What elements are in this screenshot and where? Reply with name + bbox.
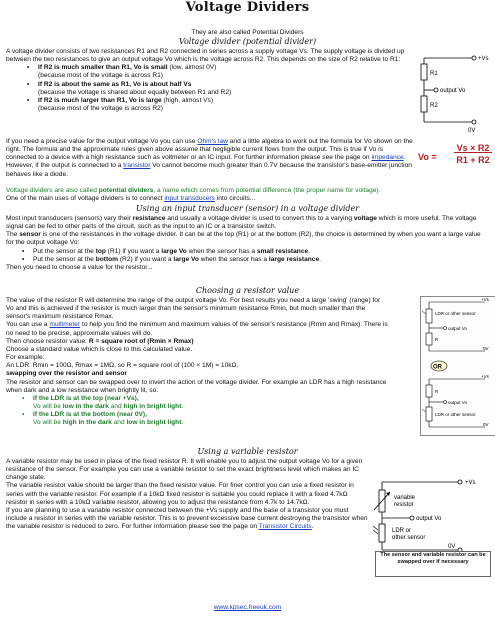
variable-label-line1: variable xyxy=(394,495,416,501)
sensor-circuit-diagram xyxy=(420,296,495,436)
transistor-link[interactable]: transistor xyxy=(123,162,151,170)
vo-formula: Vo = Vs × R2 R1 + R2 xyxy=(418,143,494,173)
variable-label-line2: resistor xyxy=(394,502,414,508)
label-r2: R2 xyxy=(430,103,438,109)
label-vs: +Vs xyxy=(478,56,489,62)
svg-text:output Vo: output Vo xyxy=(448,400,468,405)
rule-small: • If R2 is much smaller than R1, Vo is small (low, almost 0V) (because most of the voltage is across R1) xyxy=(38,64,410,80)
variable-resistor-circuit xyxy=(372,474,492,578)
ohms-law-link[interactable]: Ohm's law xyxy=(197,138,228,145)
svg-text:+Vs: +Vs xyxy=(481,374,489,379)
variable-value-paragraph: The variable resistor value should be larger than the fixed resistor value. For finer control you can use a fixed resistor in series with the variable resistor. For example if a 10kΩ fixed resistor is suitable you could replace it with a fixed 4.7kΩ resistor in series with a 10kΩ variable resistor, allowing you to adjust the resistance from 4.7k to 14.7kΩ. xyxy=(6,482,354,506)
swap-paragraph: The resistor and sensor can be swapped over to invert the action of the voltage divider. For example an LDR has a high resistance when dark and a low resistance when brightly lit, so: xyxy=(6,378,387,394)
svg-text:LDR or other sensor: LDR or other sensor xyxy=(435,311,476,316)
section-heading-divider: Voltage divider (potential divider) xyxy=(178,37,317,46)
precise-paragraph: If you need a precise value for the output voltage Vo you can use Ohm's law and a little algebra to work out the formula for Vo shown on the right. The formula and the approximate rules given above assume that negligible current flows from the output. This is true if Vo is connected to a device with a high resistance such as voltmeter or an IC input. For further information please see the page on impedance. However, if the output is connected to a transistor Vo cannot become much greater than 0.7V because the transistor's base-emitter junction behaves like a diode. xyxy=(6,138,413,178)
transistor-warning-paragraph: If you are planning to use a variable resistor connected between the +Vs supply and the base of a transistor you must include a resistor in series with the variable resistor. This is to prevent excessive base current destroying the transistor when the variable resistor is reduced to zero. For further information please see the page on Transistor Circuits. xyxy=(6,506,368,531)
resistor-range-paragraph: The value of the resistor R will determine the range of the output voltage Vo. For best results you need a large 'swing' (range) for Vo and this is achieved if the resistor is much larger than the sensor's minimum resistance Rmin, but much smaller than the sensor's maximum resistance Rmax. xyxy=(6,297,381,321)
footer-website-link[interactable]: www.kpsec.freeuk.com xyxy=(213,604,282,611)
resistor-prompt: Then you need to choose a value for the resistor... xyxy=(6,263,153,271)
page-subtitle: They are also called Potential Dividers xyxy=(191,29,304,36)
example-label: For example: xyxy=(6,354,45,362)
svg-text:0V: 0V xyxy=(448,544,456,550)
svg-text:0V: 0V xyxy=(483,346,489,351)
svg-text:R: R xyxy=(435,389,439,394)
variable-resistor-paragraph: A variable resistor may be used in place of the fixed resistor R. It will enable you to adjust the output voltage Vo for a given resistance of the sensor. For example you can use a variable resistor to set the exact brightness level which makes an IC change state. xyxy=(6,458,363,482)
svg-text:output Vo: output Vo xyxy=(416,516,442,522)
section-heading-resistor: Choosing a resistor value xyxy=(195,286,300,295)
intro-paragraph: A voltage divider consists of two resistances R1 and R2 connected in series across a supply voltage Vs. The supply voltage is divided up between the two resistances to give an output voltage Vo which is the voltage across R2. This depends on the size of R2 relative to R1: xyxy=(6,48,405,64)
choose-value-rule: Then choose resistor value: R = square root of (Rmin × Rmax) xyxy=(6,337,194,345)
standard-value-note: Choose a standard value which is close to this calculated value. xyxy=(6,345,193,353)
svg-text:output Vo: output Vo xyxy=(448,326,468,331)
rule-same: • If R2 is about the same as R1, Vo is about half Vs (because the voltage is shared about equally between R1 and R2) xyxy=(38,81,410,97)
rule-large: • If R2 is much larger than R1, Vo is large (high, almost Vs) (because most of the voltage is across R2) xyxy=(38,97,410,113)
svg-text:R: R xyxy=(435,337,439,342)
transducer-paragraph: Most input transducers (sensors) vary their resistance and usually a voltage divider is used to convert this to a varying voltage which is more useful. The voltage signal can be fed to other parts of the circuit, such as the input to an IC or a transistor switch. xyxy=(6,215,477,231)
swap-heading: swapping over the resistor and sensor xyxy=(6,370,127,378)
input-transducers-link[interactable]: input transducers xyxy=(164,195,215,202)
svg-text:+Vs: +Vs xyxy=(465,480,476,486)
impedance-link[interactable]: impedance xyxy=(371,154,404,162)
svg-text:+Vs: +Vs xyxy=(481,297,489,302)
sensor-top-rule: • Put the sensor at the top (R1) if you want a large Vo when the sensor has a small resistance. xyxy=(33,248,490,256)
label-output: output Vo xyxy=(440,88,466,94)
sensor-label-line2: other sensor xyxy=(392,535,426,541)
sensor-top-circuit xyxy=(422,297,490,351)
label-0v: 0V xyxy=(468,128,476,134)
sensor-bottom-circuit xyxy=(422,374,490,427)
svg-text:LDR or other sensor: LDR or other sensor xyxy=(435,412,476,417)
ldr-top-case: • If the LDR is at the top (near +Vs), Vo will be low in the dark and high in bright light. xyxy=(33,395,388,411)
divider-circuit-diagram xyxy=(414,46,494,138)
section-heading-variable: Using a variable resistor xyxy=(197,447,298,456)
sensor-paragraph: The sensor is one of the resistances in the voltage divider. It can be at the top (R1) or at the bottom (R2), the choice is determined by when you want a large value for the output voltage Vo: xyxy=(6,231,481,247)
or-label: OR xyxy=(433,364,442,371)
multimeter-paragraph: You can use a multimeter to help you find the minimum and maximum values of the sensor's resistance (Rmin and Rmax). There is no need to be precise, approximate values will do. xyxy=(6,321,388,337)
label-r1: R1 xyxy=(430,71,438,77)
svg-text:0V: 0V xyxy=(483,422,489,427)
ldr-example: An LDR: Rmin = 100Ω, Rmax = 1MΩ, so R = square root of (100 × 1M) = 10kΩ. xyxy=(6,362,239,370)
ldr-bottom-case: • If the LDR is at the bottom (near 0V), Vo will be high in the dark and low in bright light. xyxy=(33,411,388,427)
section-heading-transducer: Using an input transducer (sensor) in a voltage divider xyxy=(135,204,360,213)
page-title: Voltage Dividers xyxy=(185,0,310,15)
sensor-bottom-rule: • Put the sensor at the bottom (R2) if you want a large Vo when the sensor has a large resistance. xyxy=(33,256,490,264)
transistor-circuits-link[interactable]: Transistor Circuits xyxy=(258,523,312,531)
sensor-label-line1: LDR or xyxy=(392,528,412,534)
circuit-caption: The sensor and variable resistor can be swapped over if necessary xyxy=(375,551,491,577)
transducer-intro: One of the main uses of voltage dividers is to connect input transducers into circuits... xyxy=(6,195,256,202)
green-note: Voltage dividers are also called potential dividers, a name which comes from potential difference (the proper name for voltage). xyxy=(6,187,381,194)
multimeter-link[interactable]: multimeter xyxy=(49,321,81,329)
